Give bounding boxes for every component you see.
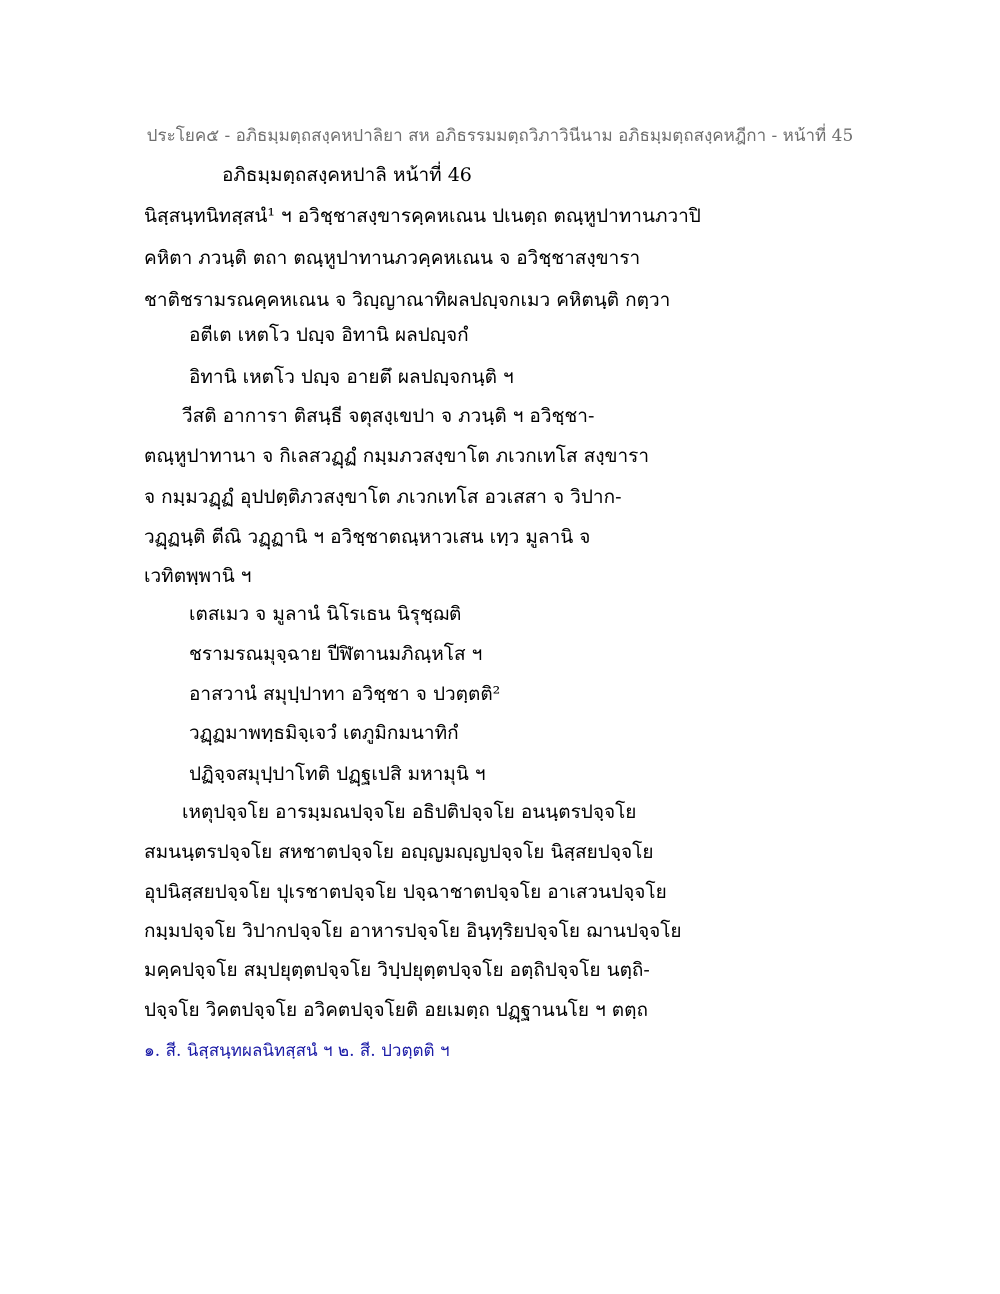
paragraph-start: เหตุปจฺจโย อารมฺมณปจฺจโย อธิปติปจฺจโย อนนฺตรปจฺจโย (182, 801, 637, 823)
verse-line: ปฏิจฺจสมุปฺปาโทติ ปฏฺฐเปสิ มหามุนิ ฯ (189, 763, 486, 785)
body-line: เวทิตพฺพานิ ฯ (144, 565, 252, 587)
verse-line: อาสวานํ สมุปฺปาทา อวิชฺชา จ ปวตฺตติ² (189, 683, 501, 705)
body-line: ตณฺหูปาทานา จ กิเลสวฏฺฏํ กมฺมภวสงฺขาโต ภเวกเทโส สงฺขารา (144, 445, 650, 467)
page-title: อภิธมฺมตฺถสงฺคหปาลิ หน้าที่ 46 (222, 164, 472, 186)
footnotes: ๑. สี. นิสฺสนฺทผลนิทสฺสนํ ฯ ๒. สี. ปวตฺตติ ฯ (144, 1041, 450, 1061)
running-header: ประโยค๕ - อภิธมฺมตฺถสงฺคหปาลิยา สห อภิธรรมมตฺถวิภาวินีนาม อภิธมฺมตฺถสงฺคหฎีกา - หน้าที่ 45 (146, 126, 854, 146)
verse-line: เตสเมว จ มูลานํ นิโรเธน นิรุชฺฌติ (189, 603, 462, 625)
verse-line: วฏฺฏมาพทฺธมิจฺเจวํ เตภูมิกมนาทิกํ (189, 722, 459, 744)
body-line: อุปนิสฺสยปจฺจโย ปุเรชาตปจฺจโย ปจฺฉาชาตปจฺจโย อาเสวนปจฺจโย (144, 881, 667, 903)
body-line: นิสฺสนฺทนิทสฺสนํ¹ ฯ อวิชฺชาสงฺขารคฺคหเณน ปเนตฺถ ตณฺหูปาทานภวาปิ (144, 205, 701, 227)
body-line: มคฺคปจฺจโย สมฺปยุตฺตปจฺจโย วิปฺปยุตฺตปจฺจโย อตฺถิปจฺจโย นตฺถิ- (144, 959, 650, 981)
verse-line: ชรามรณมุจฺฉาย ปีฬิตานมภิณฺหโส ฯ (189, 643, 483, 665)
body-line: สมนนฺตรปจฺจโย สหชาตปจฺจโย อญฺญมญฺญปจฺจโย นิสฺสยปจฺจโย (144, 841, 654, 863)
body-line: วฏฺฏนฺติ ตีณิ วฏฺฏานิ ฯ อวิชฺชาตณฺหาวเสน เทฺว มูลานิ จ (144, 526, 591, 548)
body-line: ชาติชรามรณคฺคหเณน จ วิญฺญาณาทิผลปญฺจกเมว คหิตนฺติ กตฺวา (144, 289, 671, 311)
body-line: คหิตา ภวนฺติ ตถา ตณฺหูปาทานภวคฺคหเณน จ อวิชฺชาสงฺขารา (144, 247, 641, 269)
body-line: ปจฺจโย วิคตปจฺจโย อวิคตปจฺจโยติ อยเมตฺถ ปฏฺฐานนโย ฯ ตตฺถ (144, 999, 648, 1021)
verse-line: อิทานิ เหตโว ปญฺจ อายตึ ผลปญฺจกนฺติ ฯ (189, 366, 514, 388)
body-line: กมฺมปจฺจโย วิปากปจฺจโย อาหารปจฺจโย อินฺทฺริยปจฺจโย ฌานปจฺจโย (144, 920, 682, 942)
body-line: จ กมฺมวฏฺฏํ อุปปตฺติภวสงฺขาโต ภเวกเทโส อวเสสา จ วิปาก- (144, 486, 622, 508)
verse-line: อตีเต เหตโว ปญฺจ อิทานิ ผลปญฺจกํ (189, 324, 469, 346)
paragraph-start: วีสติ อาการา ติสนฺธี จตุสงฺเขปา จ ภวนฺติ ฯ อวิชฺชา- (182, 405, 595, 427)
